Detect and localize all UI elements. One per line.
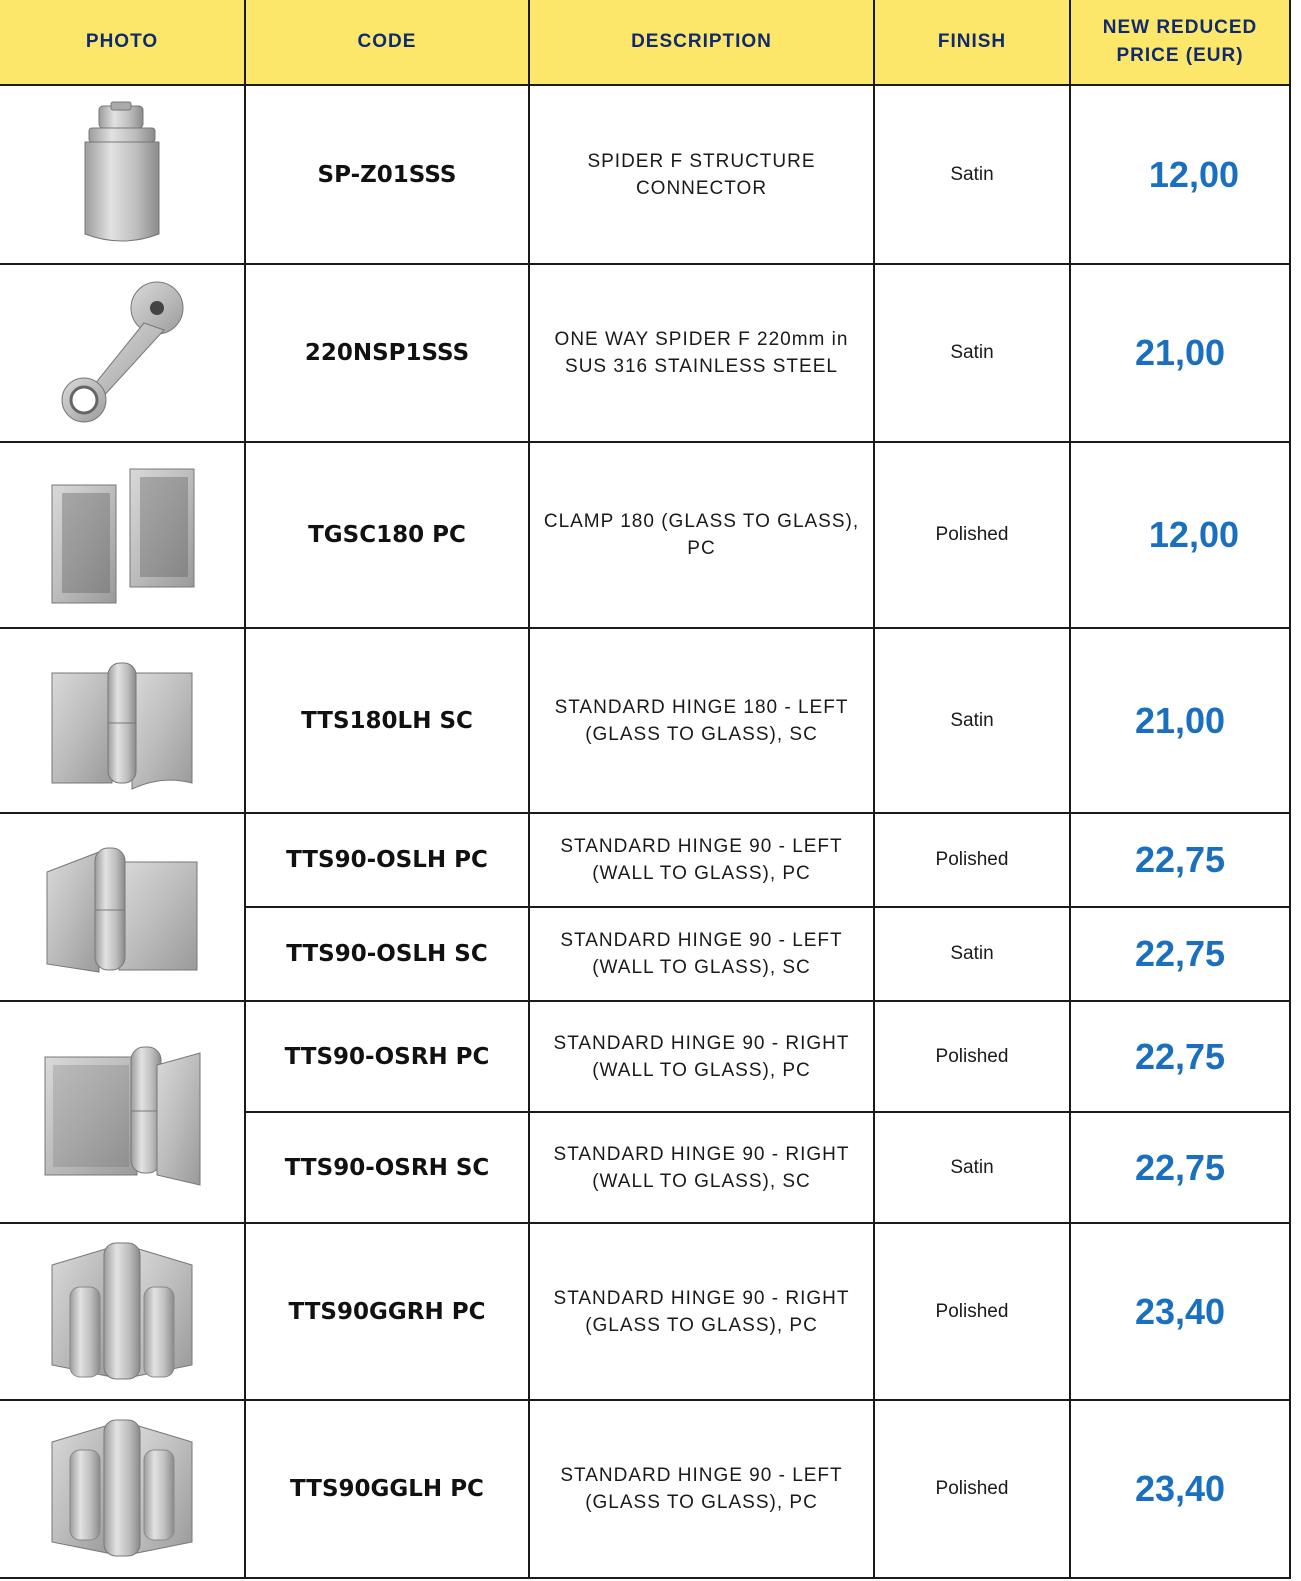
- price-cell: 12,00: [1070, 442, 1290, 628]
- photo-cell: [0, 442, 245, 628]
- hinge-180-icon: [0, 643, 244, 798]
- description-cell: [529, 1112, 874, 1223]
- description-line: (WALL TO GLASS), PC: [592, 1059, 811, 1081]
- code-cell: TTS90-OSRH PC: [245, 1001, 529, 1112]
- finish-cell: Polished: [874, 442, 1070, 628]
- photo-cell: [0, 813, 245, 1001]
- code-cell: TGSC180 PC: [245, 442, 529, 628]
- price-cell: 22,75: [1070, 907, 1290, 1001]
- code-cell: TTS90-OSLH PC: [245, 813, 529, 907]
- description-cell: [529, 628, 874, 813]
- table-row: [0, 85, 1290, 264]
- table-row: [0, 628, 1290, 813]
- description-line: STANDARD HINGE 90 - RIGHT: [553, 1287, 850, 1309]
- description-line: CONNECTOR: [635, 177, 768, 199]
- description-cell: [529, 442, 874, 628]
- description-line: PC: [687, 538, 716, 559]
- description-line: ONE WAY SPIDER F 220mm in: [554, 329, 849, 350]
- header-description: DESCRIPTION: [529, 0, 874, 85]
- table-row: [0, 1001, 1290, 1112]
- description-line: STANDARD HINGE 90 - LEFT: [560, 930, 843, 951]
- code-cell: SP-Z01SSS: [245, 85, 529, 264]
- description-line: SUS 316 STAINLESS STEEL: [565, 356, 838, 377]
- description-line: (WALL TO GLASS), SC: [592, 1170, 811, 1192]
- price-cell: 23,40: [1070, 1223, 1290, 1400]
- photo-cell: [0, 1223, 245, 1400]
- hinge-gg-right-icon: [0, 1237, 244, 1387]
- description-line: (GLASS TO GLASS), PC: [585, 1314, 818, 1336]
- hinge-90-right-icon: [0, 1035, 244, 1190]
- glass-clamp-icon: [0, 455, 244, 615]
- spider-connector-icon: [0, 100, 244, 250]
- table-header-row: [0, 0, 1290, 85]
- finish-cell: Satin: [874, 85, 1070, 264]
- description-line: CLAMP 180 (GLASS TO GLASS),: [543, 511, 860, 532]
- finish-cell: Satin: [874, 264, 1070, 442]
- finish-cell: Satin: [874, 1112, 1070, 1223]
- description-cell: [529, 907, 874, 1001]
- code-cell: TTS180LH SC: [245, 628, 529, 813]
- price-cell: 21,00: [1070, 264, 1290, 442]
- description-line: (GLASS TO GLASS), SC: [585, 723, 818, 745]
- header-price: [1070, 0, 1290, 85]
- header-finish: FINISH: [874, 0, 1070, 85]
- description-line: STANDARD HINGE 90 - RIGHT: [553, 1032, 850, 1054]
- finish-cell: Polished: [874, 1001, 1070, 1112]
- price-cell: 12,00: [1070, 85, 1290, 264]
- table-row: [0, 264, 1290, 442]
- code-cell: TTS90-OSLH SC: [245, 907, 529, 1001]
- code-cell: TTS90GGRH PC: [245, 1223, 529, 1400]
- description-line: STANDARD HINGE 90 - LEFT: [560, 1465, 843, 1486]
- hinge-gg-left-icon: [0, 1414, 244, 1564]
- description-cell: [529, 1223, 874, 1400]
- table-row: [0, 1223, 1290, 1400]
- table-row: [0, 442, 1290, 628]
- photo-cell: [0, 1400, 245, 1578]
- photo-cell: [0, 264, 245, 442]
- description-cell: [529, 813, 874, 907]
- price-cell: 23,40: [1070, 1400, 1290, 1578]
- description-cell: [529, 1400, 874, 1578]
- price-cell: 21,00: [1070, 628, 1290, 813]
- table-row: [0, 813, 1290, 907]
- price-cell: 22,75: [1070, 1001, 1290, 1112]
- finish-cell: Polished: [874, 1223, 1070, 1400]
- price-cell: 22,75: [1070, 1112, 1290, 1223]
- header-price-line2: PRICE (EUR): [1116, 45, 1244, 66]
- spider-arm-icon: [0, 278, 244, 428]
- description-cell: [529, 264, 874, 442]
- price-cell: 22,75: [1070, 813, 1290, 907]
- description-line: SPIDER F STRUCTURE: [587, 150, 816, 172]
- code-cell: TTS90GGLH PC: [245, 1400, 529, 1578]
- description-line: (GLASS TO GLASS), PC: [585, 1492, 818, 1513]
- finish-cell: Satin: [874, 628, 1070, 813]
- photo-cell: [0, 1001, 245, 1223]
- description-line: STANDARD HINGE 90 - RIGHT: [553, 1143, 850, 1165]
- code-cell: TTS90-OSRH SC: [245, 1112, 529, 1223]
- finish-cell: Polished: [874, 1400, 1070, 1578]
- photo-cell: [0, 628, 245, 813]
- header-photo: PHOTO: [0, 0, 245, 85]
- hinge-90-left-icon: [0, 832, 244, 982]
- header-price-line1: NEW REDUCED: [1102, 17, 1258, 38]
- description-line: (WALL TO GLASS), SC: [592, 957, 811, 978]
- description-line: STANDARD HINGE 180 - LEFT: [554, 696, 849, 718]
- finish-cell: Satin: [874, 907, 1070, 1001]
- description-cell: [529, 85, 874, 264]
- description-line: (WALL TO GLASS), PC: [592, 863, 811, 884]
- description-line: STANDARD HINGE 90 - LEFT: [560, 836, 843, 857]
- photo-cell: [0, 85, 245, 264]
- header-code: CODE: [245, 0, 529, 85]
- table-row: [0, 1400, 1290, 1578]
- description-cell: [529, 1001, 874, 1112]
- finish-cell: Polished: [874, 813, 1070, 907]
- code-cell: 220NSP1SSS: [245, 264, 529, 442]
